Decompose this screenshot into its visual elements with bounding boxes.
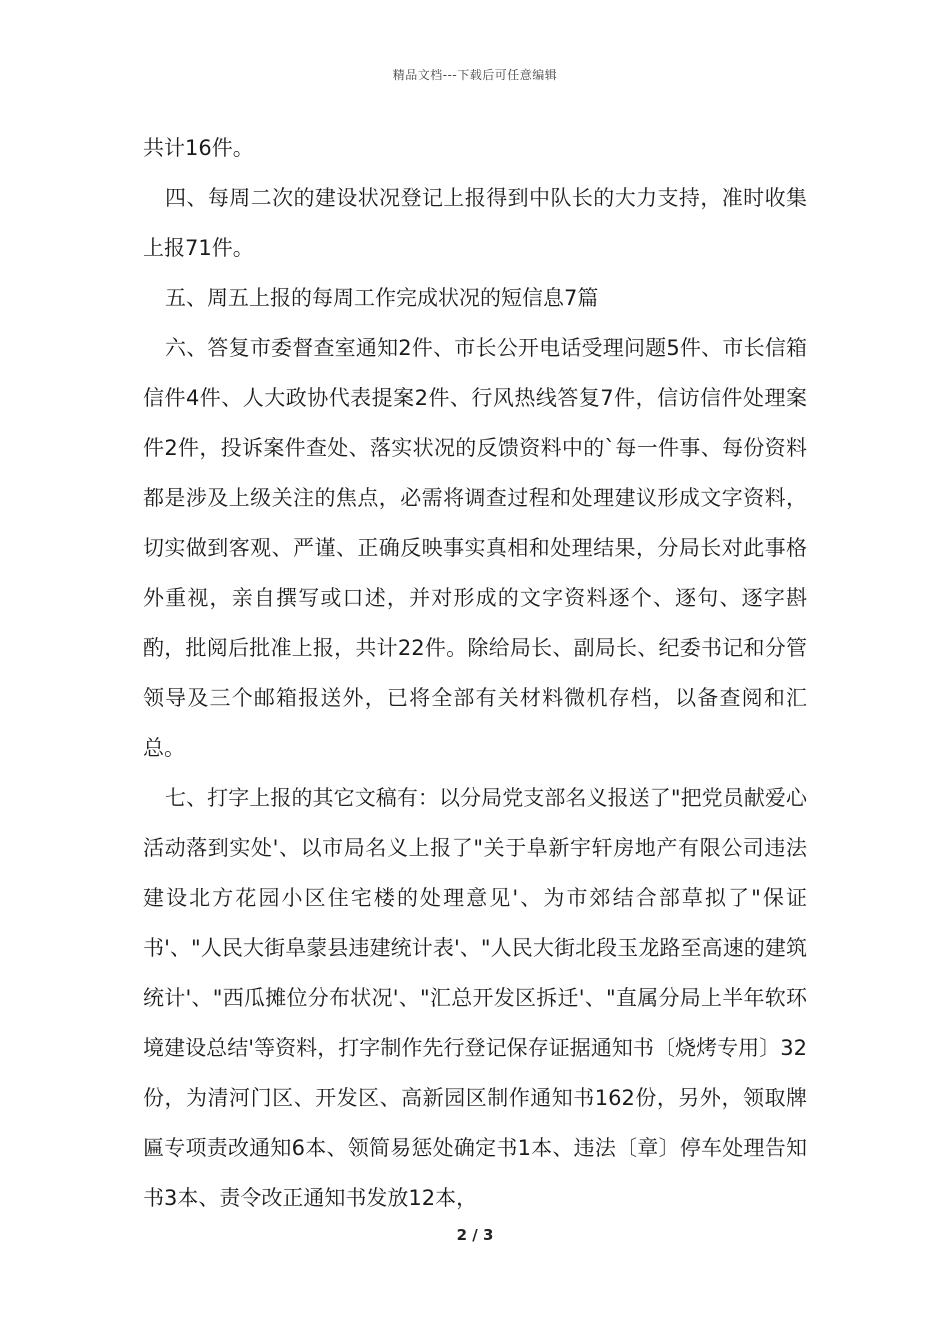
document-body [143,123,807,1223]
paragraph-continuation: 共计16件。 [143,136,254,160]
paragraph-item-7: 七、打字上报的其它文稿有：以分局党支部名义报送了"把党员献爱心活动落到实处'、以市局名义上报了"关于阜新宇轩房地产有限公司违法建设北方花园小区住宅楼的处理意见'、为市郊结合部草拟了"保证书'、"人民大街阜蒙县违建统计表'、"人民大街北段玉龙路至高速的建筑统计'、"西瓜摊位分布状况'、"汇总开发区拆迁'、"直属分局上半年软环境建设总结'等资料，打字制作先行登记保存证据通知书〔烧烤专用〕32份，为清河门区、开发区、高新园区制作通知书162份，另外，领取牌匾专项责改通知6本、领简易惩处确定书1本、违法〔章〕停车处理告知书3本、责令改正通知书发放12本， [143,786,807,1210]
paragraph-item-4: 四、每周二次的建设状况登记上报得到中队长的大力支持，准时收集上报71件。 [143,186,807,260]
page-number: 2 / 3 [456,1226,494,1244]
paragraph-item-6: 六、答复市委督查室通知2件、市长公开电话受理问题5件、市长信箱信件4件、人大政协代表提案2件、行风热线答复7件，信访信件处理案件2件，投诉案件查处、落实状况的反馈资料中的`每一件事、每份资料都是涉及上级关注的焦点，必需将调查过程和处理建议形成文字资料，切实做到客观、严谨、正确反映事实真相和处理结果，分局长对此事格外重视，亲自撰写或口述，并对形成的文字资料逐个、逐句、逐字斟酌，批阅后批准上报，共计22件。除给局长、副局长、纪委书记和分管领导及三个邮箱报送外，已将全部有关材料微机存档，以备查阅和汇总。 [143,336,807,760]
paragraph-item-5: 五、周五上报的每周工作完成状况的短信息7篇 [165,286,599,310]
page-header: 精品文档---下载后可任意编辑 [392,68,558,82]
